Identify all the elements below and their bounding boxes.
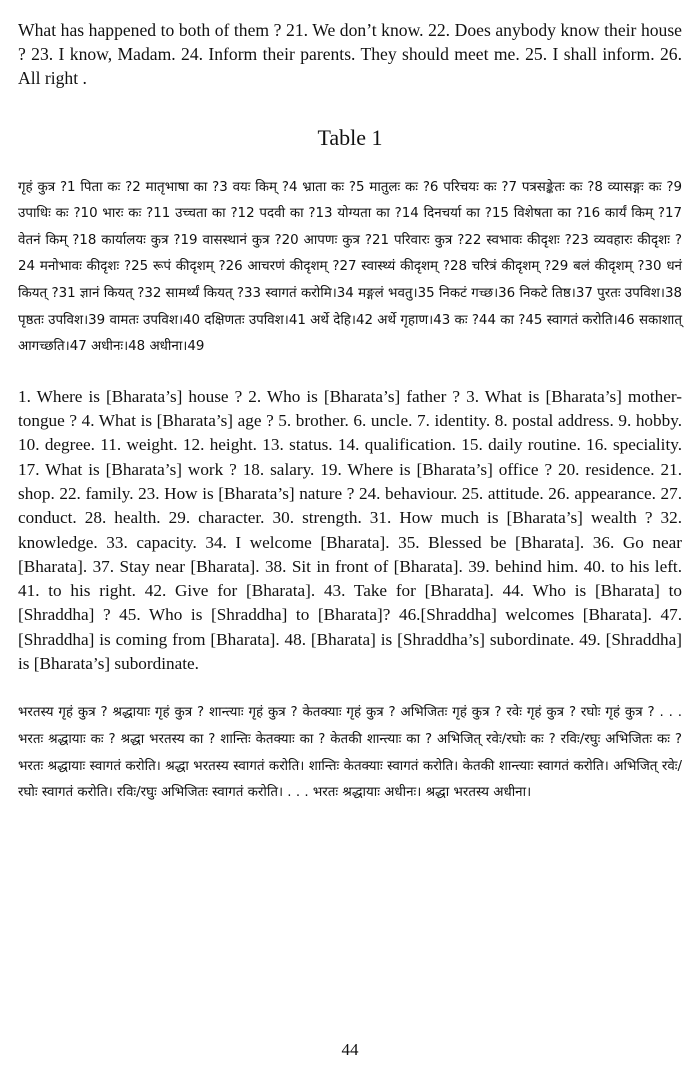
book-page bbox=[18, 18, 682, 807]
table-title: Table 1 bbox=[317, 124, 383, 150]
sanskrit-dialogue-paragraph: भरतस्य गृहं कुत्र ? श्रद्धायाः गृहं कुत्र ? शान्त्याः गृहं कुत्र ? केतक्याः गृहं कुत्र ? अभिजितः गृहं कुत्र ? रवेः गृहं कुत्र ? रघोः गृहं कुत्र ? . . . भरतः श्रद्धायाः कः ? श्रद्धा भरतस्य का ? शान्तिः केतक्याः का ? केतकी शान्त्याः का ? अभिजित् रवेः/रघोः कः ? रविः/रघुः अभिजितः कः ? भरतः श्रद्धायाः स्वागतं करोति। श्रद्धा भरतस्य स्वागतं करोति। शान्तिः केतक्याः स्वागतं करोति। केतकी शान्त्याः स्वागतं करोति। अभिजित् रवेः/रघोः स्वागतं करोति। रविः/रघुः अभिजितः स्वागतं करोति। . . . भरतः श्रद्धायाः अधीनः। श्रद्धा भरतस्य अधीना। bbox=[18, 705, 682, 801]
sanskrit-table-text: गृहं कुत्र ?1 पिता कः ?2 मातृभाषा का ?3 वयः किम् ?4 भ्राता कः ?5 मातुलः कः ?6 परिचयः कः ?7 पत्रसङ्केतः कः ?8 व्यासङ्गः कः ?9 उपाधिः कः ?10 भारः कः ?11 उच्चता का ?12 पदवी का ?13 योग्यता का ?14 दिनचर्या का ?15 विशेषता का ?16 कार्यं किम् ?17 वेतनं किम् ?18 कार्यालयः कुत्र ?19 वासस्थानं कुत्र ?20 आपणः कुत्र ?21 परिवारः कुत्र ?22 स्वभावः कीदृशः ?23 व्यवहारः कीदृशः ?24 मनोभावः कीदृशः ?25 रूपं कीदृशम् ?26 आचरणं कीदृशम् ?27 स्वास्थ्यं कीदृशम् ?28 चरित्रं कीदृशम् ?29 बलं कीदृशम् ?30 धनं कियत् ?31 ज्ञानं कियत् ?32 सामर्थ्यं कियत् ?33 स्वागतं करोमि।34 मङ्गलं भवतु।35 निकटं गच्छ।36 निकटे तिष्ठ।37 पुरतः उपविश।38 पृष्ठतः उपविश।39 वामतः उपविश।40 दक्षिणतः उपविश।41 अर्थे देहि।42 अर्थे गृहाण।43 कः ?44 का ?45 स्वागतं करोति।46 सकाशात् आगच्छति।47 अधीनः।48 अधीना।49 bbox=[18, 179, 682, 355]
english-translation-paragraph: 1. Where is [Bharata’s] house ? 2. Who is [Bharata’s] father ? 3. What is [Bharata’s] mother-tongue ? 4. What is [Bharata’s] age ? 5. brother. 6. uncle. 7. identity. 8. postal address. 9. hobby. 10. degree. 11. weight. 12. height. 13. status. 14. qualification. 15. daily routine. 16. speciality. 17. What is [Bharata’s] work ? 18. salary. 19. Where is [Bharata’s] office ? 20. residence. 21. shop. 22. family. 23. How is [Bharata’s] nature ? 24. behaviour. 25. attitude. 26. appearance. 27. conduct. 28. health. 29. character. 30. strength. 31. How much is [Bharata’s] wealth ? 32. knowledge. 33. capacity. 34. I welcome [Bharata]. 35. Blessed be [Bharata]. 36. Go near [Bharata]. 37. Stay near [Bharata]. 38. Sit in front of [Bharata]. 39. behind him. 40. to his left. 41. to his right. 42. Give for [Bharata]. 43. Take for [Bharata]. 44. Who is [Bharata] to [Shraddha] ? 45. Who is [Shraddha] to [Bharata]? 46.[Shraddha] welcomes [Bharata]. 47. [Shraddha] is coming from [Bharata]. 48. [Bharata] is [Shraddha’s] subordinate. 49. [Shraddha] is [Bharata’s] subordinate. bbox=[18, 386, 682, 674]
intro-paragraph: What has happened to both of them ? 21. We don’t know. 22. Does anybody know their house ? 23. I know, Madam. 24. Inform their parents. They should meet me. 25. I shall inform. 26. All right . bbox=[18, 20, 682, 89]
page-number: 44 bbox=[341, 1040, 359, 1059]
